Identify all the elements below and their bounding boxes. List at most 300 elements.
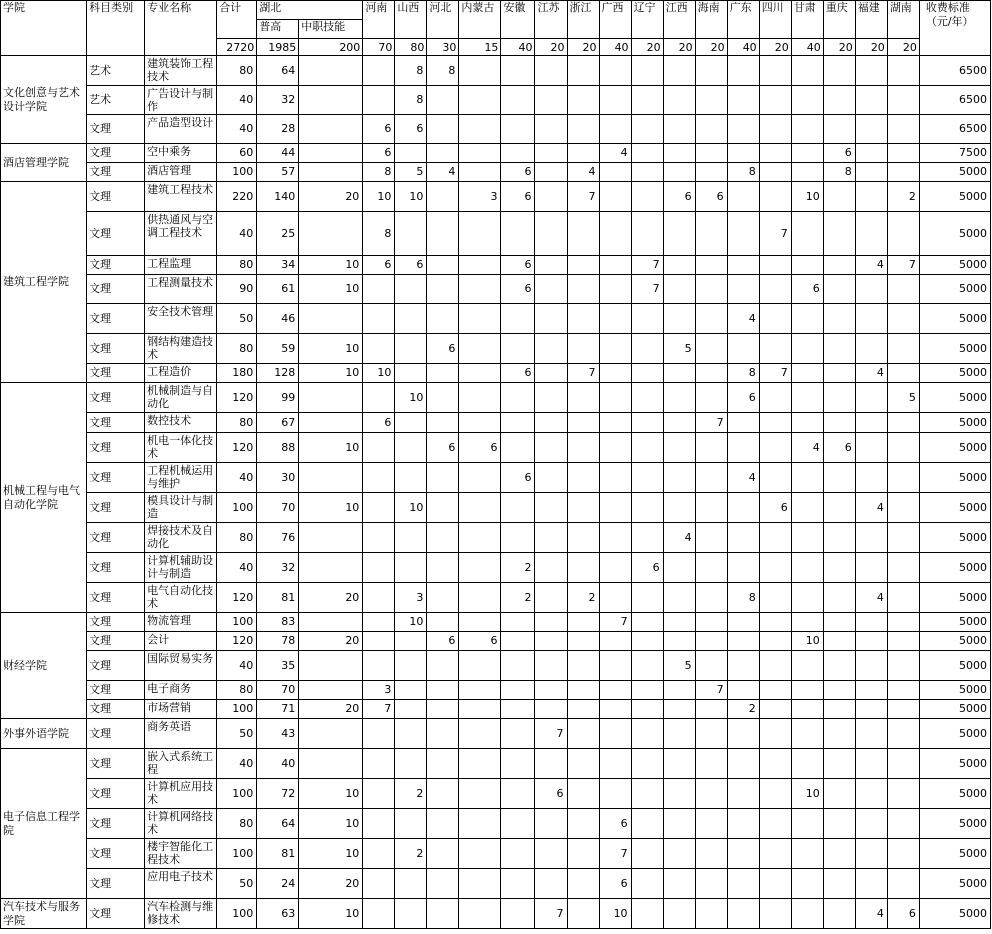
province-cell	[631, 719, 663, 749]
province-cell	[791, 463, 823, 493]
province-cell	[599, 681, 631, 700]
province-cell	[631, 115, 663, 144]
vocational-cell	[299, 463, 363, 493]
table-row	[1, 163, 991, 182]
province-cell	[599, 632, 631, 651]
total-cell: 40	[217, 86, 257, 115]
province-cell	[459, 749, 501, 779]
fee-cell: 5000	[919, 613, 990, 632]
province-cell: 6	[501, 364, 535, 383]
vocational-cell	[299, 553, 363, 583]
province-cell	[427, 413, 459, 433]
province-cell	[855, 613, 887, 632]
province-cell: 6	[363, 413, 395, 433]
vocational-cell	[299, 304, 363, 334]
province-total: 20	[631, 39, 663, 56]
province-cell	[695, 899, 727, 929]
fee-cell: 5000	[919, 383, 990, 413]
province-cell	[759, 523, 791, 553]
category-cell: 文理	[87, 719, 145, 749]
major-cell: 楼宇智能化工程技术	[145, 839, 217, 869]
province-cell	[663, 749, 695, 779]
province-cell	[663, 899, 695, 929]
province-cell: 3	[395, 583, 427, 613]
province-total: 70	[363, 39, 395, 56]
vocational-header: 中职技能	[299, 20, 363, 39]
province-cell	[855, 681, 887, 700]
hubei-header: 湖北	[257, 1, 363, 20]
province-cell	[823, 383, 855, 413]
province-cell	[695, 719, 727, 749]
province-cell	[459, 413, 501, 433]
province-cell	[823, 553, 855, 583]
province-cell	[599, 212, 631, 256]
province-cell	[759, 719, 791, 749]
province-cell	[535, 613, 567, 632]
total-cell: 120	[217, 583, 257, 613]
general-cell: 81	[257, 583, 299, 613]
province-cell	[631, 809, 663, 839]
vocational-cell: 10	[299, 779, 363, 809]
province-header: 福建	[855, 1, 887, 39]
province-cell	[855, 182, 887, 212]
total-cell: 220	[217, 182, 257, 212]
province-cell	[759, 304, 791, 334]
province-cell: 6	[427, 433, 459, 463]
province-cell	[759, 144, 791, 163]
province-cell	[567, 809, 599, 839]
province-cell: 8	[395, 56, 427, 86]
general-cell: 44	[257, 144, 299, 163]
province-cell	[427, 700, 459, 719]
province-cell	[663, 115, 695, 144]
general-cell: 30	[257, 463, 299, 493]
province-cell	[535, 212, 567, 256]
province-cell	[791, 334, 823, 364]
province-cell	[887, 700, 919, 719]
fee-cell: 6500	[919, 115, 990, 144]
province-cell	[727, 212, 759, 256]
province-cell	[427, 839, 459, 869]
province-cell	[727, 749, 759, 779]
province-cell	[887, 86, 919, 115]
total-cell: 100	[217, 899, 257, 929]
province-cell	[427, 182, 459, 212]
province-cell	[427, 719, 459, 749]
fee-cell: 5000	[919, 749, 990, 779]
province-cell	[855, 809, 887, 839]
province-cell	[363, 651, 395, 681]
table-row	[1, 56, 991, 86]
province-cell	[363, 719, 395, 749]
total-cell: 80	[217, 334, 257, 364]
province-cell: 10	[395, 493, 427, 523]
province-cell	[631, 523, 663, 553]
province-cell	[663, 700, 695, 719]
province-cell: 6	[501, 256, 535, 275]
major-cell: 机电一体化技术	[145, 433, 217, 463]
province-cell	[363, 463, 395, 493]
province-cell	[427, 144, 459, 163]
province-cell	[631, 334, 663, 364]
province-cell: 7	[567, 182, 599, 212]
province-cell	[791, 256, 823, 275]
province-cell	[855, 413, 887, 433]
province-cell	[363, 613, 395, 632]
province-cell	[459, 383, 501, 413]
province-cell	[535, 493, 567, 523]
province-cell	[427, 383, 459, 413]
major-cell: 市场营销	[145, 700, 217, 719]
province-cell	[855, 144, 887, 163]
province-cell	[631, 56, 663, 86]
province-cell	[599, 553, 631, 583]
province-cell	[599, 275, 631, 304]
province-cell	[695, 583, 727, 613]
province-cell	[535, 56, 567, 86]
province-cell	[363, 493, 395, 523]
province-cell	[363, 583, 395, 613]
province-cell	[887, 275, 919, 304]
fee-cell: 5000	[919, 304, 990, 334]
province-cell	[363, 869, 395, 899]
province-cell	[535, 163, 567, 182]
fee-cell: 5000	[919, 182, 990, 212]
province-cell: 10	[363, 364, 395, 383]
province-cell	[567, 212, 599, 256]
province-header: 山西	[395, 1, 427, 39]
province-cell: 2	[501, 583, 535, 613]
province-cell	[855, 749, 887, 779]
general-cell: 57	[257, 163, 299, 182]
province-total: 20	[663, 39, 695, 56]
province-cell	[823, 86, 855, 115]
province-cell	[501, 869, 535, 899]
province-cell	[459, 700, 501, 719]
province-cell	[459, 493, 501, 523]
province-cell	[363, 56, 395, 86]
province-cell	[459, 212, 501, 256]
province-cell	[363, 275, 395, 304]
province-cell	[823, 523, 855, 553]
province-total: 20	[695, 39, 727, 56]
college-name-cell: 财经学院	[1, 613, 87, 719]
province-cell	[599, 56, 631, 86]
province-cell	[363, 334, 395, 364]
province-cell	[791, 869, 823, 899]
province-cell	[759, 433, 791, 463]
province-cell	[567, 256, 599, 275]
total-cell: 80	[217, 523, 257, 553]
province-cell	[887, 869, 919, 899]
major-cell: 产品造型设计	[145, 115, 217, 144]
fee-cell: 5000	[919, 681, 990, 700]
province-cell	[855, 86, 887, 115]
table-row	[1, 839, 991, 869]
province-cell	[663, 632, 695, 651]
province-cell: 6	[887, 899, 919, 929]
province-cell	[567, 275, 599, 304]
province-cell	[567, 719, 599, 749]
province-cell: 5	[663, 334, 695, 364]
category-cell: 文理	[87, 839, 145, 869]
province-cell	[459, 779, 501, 809]
fee-cell: 5000	[919, 779, 990, 809]
table-row	[1, 182, 991, 212]
category-cell: 文理	[87, 583, 145, 613]
province-total: 20	[535, 39, 567, 56]
category-cell: 文理	[87, 651, 145, 681]
province-cell	[427, 749, 459, 779]
province-cell: 8	[427, 56, 459, 86]
table-row	[1, 553, 991, 583]
province-cell	[791, 719, 823, 749]
vocational-cell	[299, 613, 363, 632]
province-cell	[663, 613, 695, 632]
category-cell: 文理	[87, 553, 145, 583]
province-cell	[427, 275, 459, 304]
province-cell	[631, 681, 663, 700]
province-cell	[631, 212, 663, 256]
province-cell	[567, 700, 599, 719]
province-cell	[395, 463, 427, 493]
province-cell	[501, 413, 535, 433]
province-cell	[535, 700, 567, 719]
province-cell	[663, 56, 695, 86]
province-cell: 6	[501, 182, 535, 212]
major-cell: 安全技术管理	[145, 304, 217, 334]
province-cell: 7	[695, 681, 727, 700]
province-cell	[459, 523, 501, 553]
province-cell	[427, 681, 459, 700]
province-cell	[855, 463, 887, 493]
province-cell	[501, 632, 535, 651]
province-total: 20	[855, 39, 887, 56]
province-cell: 10	[395, 383, 427, 413]
province-cell	[663, 779, 695, 809]
province-cell: 10	[599, 899, 631, 929]
province-cell: 7	[599, 613, 631, 632]
vocational-cell	[299, 383, 363, 413]
province-cell	[823, 583, 855, 613]
province-cell	[887, 613, 919, 632]
general-cell: 78	[257, 632, 299, 651]
province-cell	[599, 779, 631, 809]
vocational-cell	[299, 523, 363, 553]
province-cell	[459, 651, 501, 681]
general-cell: 63	[257, 899, 299, 929]
province-cell	[791, 749, 823, 779]
province-cell	[631, 364, 663, 383]
province-cell: 4	[727, 304, 759, 334]
province-cell	[535, 256, 567, 275]
province-cell	[363, 839, 395, 869]
table-row	[1, 719, 991, 749]
province-cell	[759, 553, 791, 583]
province-cell: 7	[631, 275, 663, 304]
province-cell	[791, 700, 823, 719]
province-cell	[501, 383, 535, 413]
province-cell	[791, 56, 823, 86]
table-row	[1, 275, 991, 304]
province-cell	[395, 700, 427, 719]
province-cell	[631, 304, 663, 334]
province-cell	[427, 115, 459, 144]
category-cell: 文理	[87, 364, 145, 383]
province-cell	[887, 364, 919, 383]
province-cell	[823, 719, 855, 749]
total-cell: 80	[217, 809, 257, 839]
province-cell	[695, 212, 727, 256]
total-cell: 80	[217, 681, 257, 700]
major-cell: 建筑工程技术	[145, 182, 217, 212]
province-cell	[501, 899, 535, 929]
province-cell	[459, 463, 501, 493]
province-cell: 5	[887, 383, 919, 413]
province-cell	[887, 553, 919, 583]
province-cell	[459, 899, 501, 929]
total-cell: 120	[217, 433, 257, 463]
province-cell: 4	[727, 463, 759, 493]
major-cell: 空中乘务	[145, 144, 217, 163]
province-total: 20	[823, 39, 855, 56]
fee-cell: 5000	[919, 553, 990, 583]
province-cell	[395, 553, 427, 583]
province-cell	[887, 809, 919, 839]
province-cell: 6	[501, 275, 535, 304]
province-cell	[631, 383, 663, 413]
province-cell: 4	[599, 144, 631, 163]
general-cell: 64	[257, 56, 299, 86]
province-cell	[395, 899, 427, 929]
major-cell: 计算机应用技术	[145, 779, 217, 809]
category-cell: 文理	[87, 115, 145, 144]
province-header: 辽宁	[631, 1, 663, 39]
province-cell	[663, 809, 695, 839]
province-cell	[535, 334, 567, 364]
province-cell: 3	[459, 182, 501, 212]
province-cell	[567, 632, 599, 651]
table-row	[1, 413, 991, 433]
province-header: 河南	[363, 1, 395, 39]
major-cell: 计算机辅助设计与制造	[145, 553, 217, 583]
major-cell: 机械制造与自动化	[145, 383, 217, 413]
province-cell	[663, 256, 695, 275]
total-cell: 50	[217, 869, 257, 899]
province-cell	[791, 304, 823, 334]
major-cell: 工程造价	[145, 364, 217, 383]
vocational-cell: 10	[299, 839, 363, 869]
province-cell	[791, 583, 823, 613]
province-cell	[427, 523, 459, 553]
province-cell: 4	[567, 163, 599, 182]
total-cell: 40	[217, 553, 257, 583]
province-cell	[855, 779, 887, 809]
province-cell	[855, 651, 887, 681]
vocational-cell: 20	[299, 632, 363, 651]
province-cell	[395, 809, 427, 839]
college-name-cell: 建筑工程学院	[1, 182, 87, 383]
province-cell	[823, 182, 855, 212]
major-cell: 焊接技术及自动化	[145, 523, 217, 553]
province-cell	[663, 212, 695, 256]
fee-cell: 5000	[919, 364, 990, 383]
category-cell: 文理	[87, 413, 145, 433]
province-cell	[727, 86, 759, 115]
province-cell: 7	[363, 700, 395, 719]
province-cell	[823, 115, 855, 144]
total-cell: 80	[217, 413, 257, 433]
major-cell: 数控技术	[145, 413, 217, 433]
province-cell: 5	[395, 163, 427, 182]
category-cell: 文理	[87, 779, 145, 809]
vocational-cell	[299, 56, 363, 86]
province-cell	[695, 553, 727, 583]
province-cell	[535, 523, 567, 553]
province-cell	[759, 163, 791, 182]
province-cell	[395, 632, 427, 651]
major-cell: 工程监理	[145, 256, 217, 275]
province-cell	[823, 56, 855, 86]
province-cell	[791, 413, 823, 433]
general-header: 普高	[257, 20, 299, 39]
province-cell	[535, 839, 567, 869]
fee-cell: 6500	[919, 56, 990, 86]
total-cell: 40	[217, 212, 257, 256]
province-cell: 6	[823, 433, 855, 463]
province-cell	[759, 651, 791, 681]
province-cell	[823, 275, 855, 304]
province-cell	[727, 553, 759, 583]
province-cell	[759, 182, 791, 212]
province-cell	[663, 839, 695, 869]
major-cell: 工程机械运用与维护	[145, 463, 217, 493]
province-cell	[663, 163, 695, 182]
province-cell: 2	[501, 553, 535, 583]
province-cell	[459, 144, 501, 163]
province-cell	[887, 304, 919, 334]
province-cell	[759, 256, 791, 275]
general-cell: 25	[257, 212, 299, 256]
province-cell	[823, 364, 855, 383]
college-name-cell: 酒店管理学院	[1, 144, 87, 182]
province-cell	[759, 86, 791, 115]
fee-cell: 5000	[919, 413, 990, 433]
province-cell	[535, 632, 567, 651]
province-cell: 6	[501, 463, 535, 493]
province-header: 江西	[663, 1, 695, 39]
province-cell	[427, 613, 459, 632]
province-cell	[567, 383, 599, 413]
province-cell	[395, 304, 427, 334]
total-cell: 100	[217, 779, 257, 809]
category-cell: 文理	[87, 144, 145, 163]
province-cell	[759, 413, 791, 433]
province-cell	[663, 553, 695, 583]
province-cell: 6	[427, 632, 459, 651]
category-cell: 文理	[87, 632, 145, 651]
province-cell	[855, 115, 887, 144]
province-cell	[599, 256, 631, 275]
province-cell	[427, 651, 459, 681]
province-cell	[599, 163, 631, 182]
province-cell	[535, 869, 567, 899]
province-cell	[855, 304, 887, 334]
fee-cell: 5000	[919, 839, 990, 869]
category-cell: 文理	[87, 749, 145, 779]
general-cell: 71	[257, 700, 299, 719]
college-name-cell: 电子信息工程学院	[1, 749, 87, 899]
